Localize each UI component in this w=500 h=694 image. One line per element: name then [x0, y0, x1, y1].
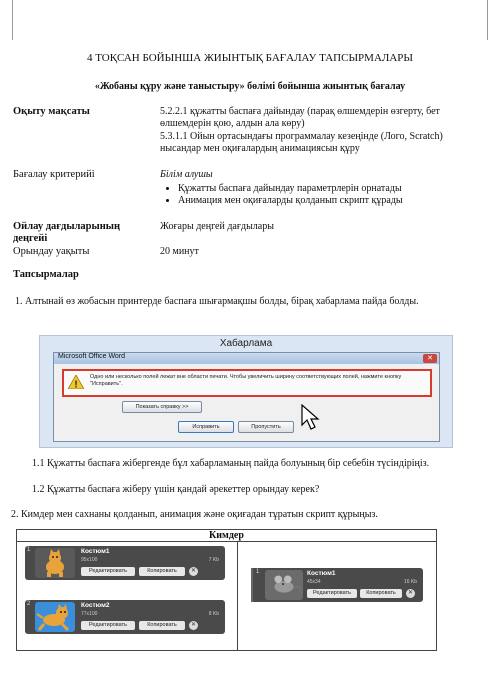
page-corner-mark-left [0, 0, 13, 40]
thinking-level-value: Жоғары деңгей дағдылары [160, 221, 274, 232]
edit-costume-button[interactable]: Редактировать [81, 567, 135, 576]
costume-number: 1 [27, 547, 31, 553]
edit-costume-button[interactable]: Редактировать [307, 589, 357, 598]
criteria-item: • Анимация мен оқиғаларды қолданып скрипт құрады [178, 195, 485, 207]
thinking-level-label: Ойлау дағдыларының деңгейі [13, 221, 121, 244]
costume-card-2[interactable] [25, 600, 225, 634]
dialog-window-title: Microsoft Office Word [58, 353, 126, 360]
sprites-table-header: Кимдер [17, 530, 436, 542]
objective-label: Оқыту мақсаты [13, 106, 90, 117]
show-help-button[interactable]: Показать справку >> [122, 401, 202, 413]
costume-name: Костюм1 [307, 570, 336, 577]
criteria-label: Бағалау критерийі [13, 169, 95, 180]
task-1-1-text: 1.1 Құжатты баспаға жібергенде бұл хабарламаның пайда болуының бір себебін түсіндіріңіз. [32, 458, 430, 469]
sprites-table [16, 529, 437, 651]
costumes-cell-left [17, 542, 238, 650]
warning-glyph: ! [74, 379, 78, 389]
costume-name: Костюм2 [81, 602, 110, 609]
mouse-sprite-icon [265, 570, 303, 600]
word-dialog-window [53, 352, 440, 442]
time-label: Орындау уақыты [13, 246, 90, 257]
costume-card-mouse[interactable] [251, 568, 423, 602]
costume-size: 8 Kb [208, 611, 219, 617]
costume-card-1[interactable] [25, 546, 225, 580]
task-1-text: 1. Алтынай өз жобасын принтерде баспаға шығармақшы болды, бірақ хабарлама пайда болды. [15, 296, 419, 307]
delete-costume-icon[interactable]: ✕ [190, 568, 197, 574]
page-title: 4 ТОҚСАН БОЙЫНША ЖИЫНТЫҚ БАҒАЛАУ ТАПСЫРМАЛАРЫ [86, 52, 414, 64]
skip-button[interactable]: Пропустить [238, 421, 294, 433]
copy-costume-button[interactable]: Копировать [139, 567, 185, 576]
criteria-block [160, 169, 485, 207]
costume-dims: 95x100 [81, 557, 98, 563]
task-2-text: 2. Кимдер мен сахнаны қолданып, анимация және оқиғадан тұратын скрипт құрыңыз. [11, 509, 378, 520]
edit-costume-button[interactable]: Редактировать [81, 621, 135, 630]
fix-button[interactable]: Исправить [178, 421, 234, 433]
delete-costume-icon[interactable]: ✕ [190, 622, 197, 628]
costume-dims: 45x34 [307, 579, 321, 585]
task-1-2-text: 1.2 Құжатты баспаға жіберу үшін қандай әрекеттер орындау керек? [32, 484, 320, 495]
mouse-cursor-icon [301, 404, 321, 430]
objective-2: 5.3.1.1 Ойын ортасындағы программалау кезеңінде (Лого, Scratch) нысандар мен оқиғалардың анимациясын құру [160, 131, 443, 154]
dialog-screenshot [39, 335, 453, 448]
warning-icon [68, 375, 84, 389]
tasks-heading: Тапсырмалар [13, 269, 79, 280]
costume-name: Костюм1 [81, 548, 110, 555]
section-subtitle: «Жобаны құру және таныстыру» бөлімі бойынша жиынтық бағалау [94, 81, 406, 92]
costume-number: 2 [27, 601, 31, 607]
costume-dims: 77x100 [81, 611, 98, 617]
costume-size: 16 Kb [403, 579, 417, 585]
cat-sprite-icon [35, 548, 75, 578]
time-value: 20 минут [160, 246, 199, 257]
page-corner-mark-right [487, 0, 500, 40]
dialog-titlebar [54, 353, 439, 364]
objective-1: 5.2.2.1 құжатты баспаға дайындау (парақ өлшемдерін өзгерту, бет өлшемдерін қою, алдын ала көру) [160, 106, 440, 129]
learner-label: Білім алушы [160, 169, 213, 180]
costume-number: 1 [256, 569, 260, 575]
close-icon[interactable]: ✕ [423, 354, 437, 363]
costume-size: 7 Kb [208, 557, 219, 563]
delete-costume-icon[interactable]: ✕ [407, 590, 414, 596]
card-separator [251, 568, 253, 602]
dialog-message: Одно или несколько полей лежат вне области печати. Чтобы увеличить ширину соответствующих полей, нажмите кнопку "Исправить". [90, 374, 402, 387]
cat-sprite-icon [35, 602, 75, 632]
dialog-message-box [62, 369, 432, 397]
criteria-item: • Құжатты баспаға дайындау параметрлерін орнатады [178, 183, 485, 195]
criteria-list [160, 183, 485, 207]
copy-costume-button[interactable]: Копировать [360, 589, 402, 598]
copy-costume-button[interactable]: Копировать [139, 621, 185, 630]
dialog-caption: Хабарлама [219, 338, 273, 349]
